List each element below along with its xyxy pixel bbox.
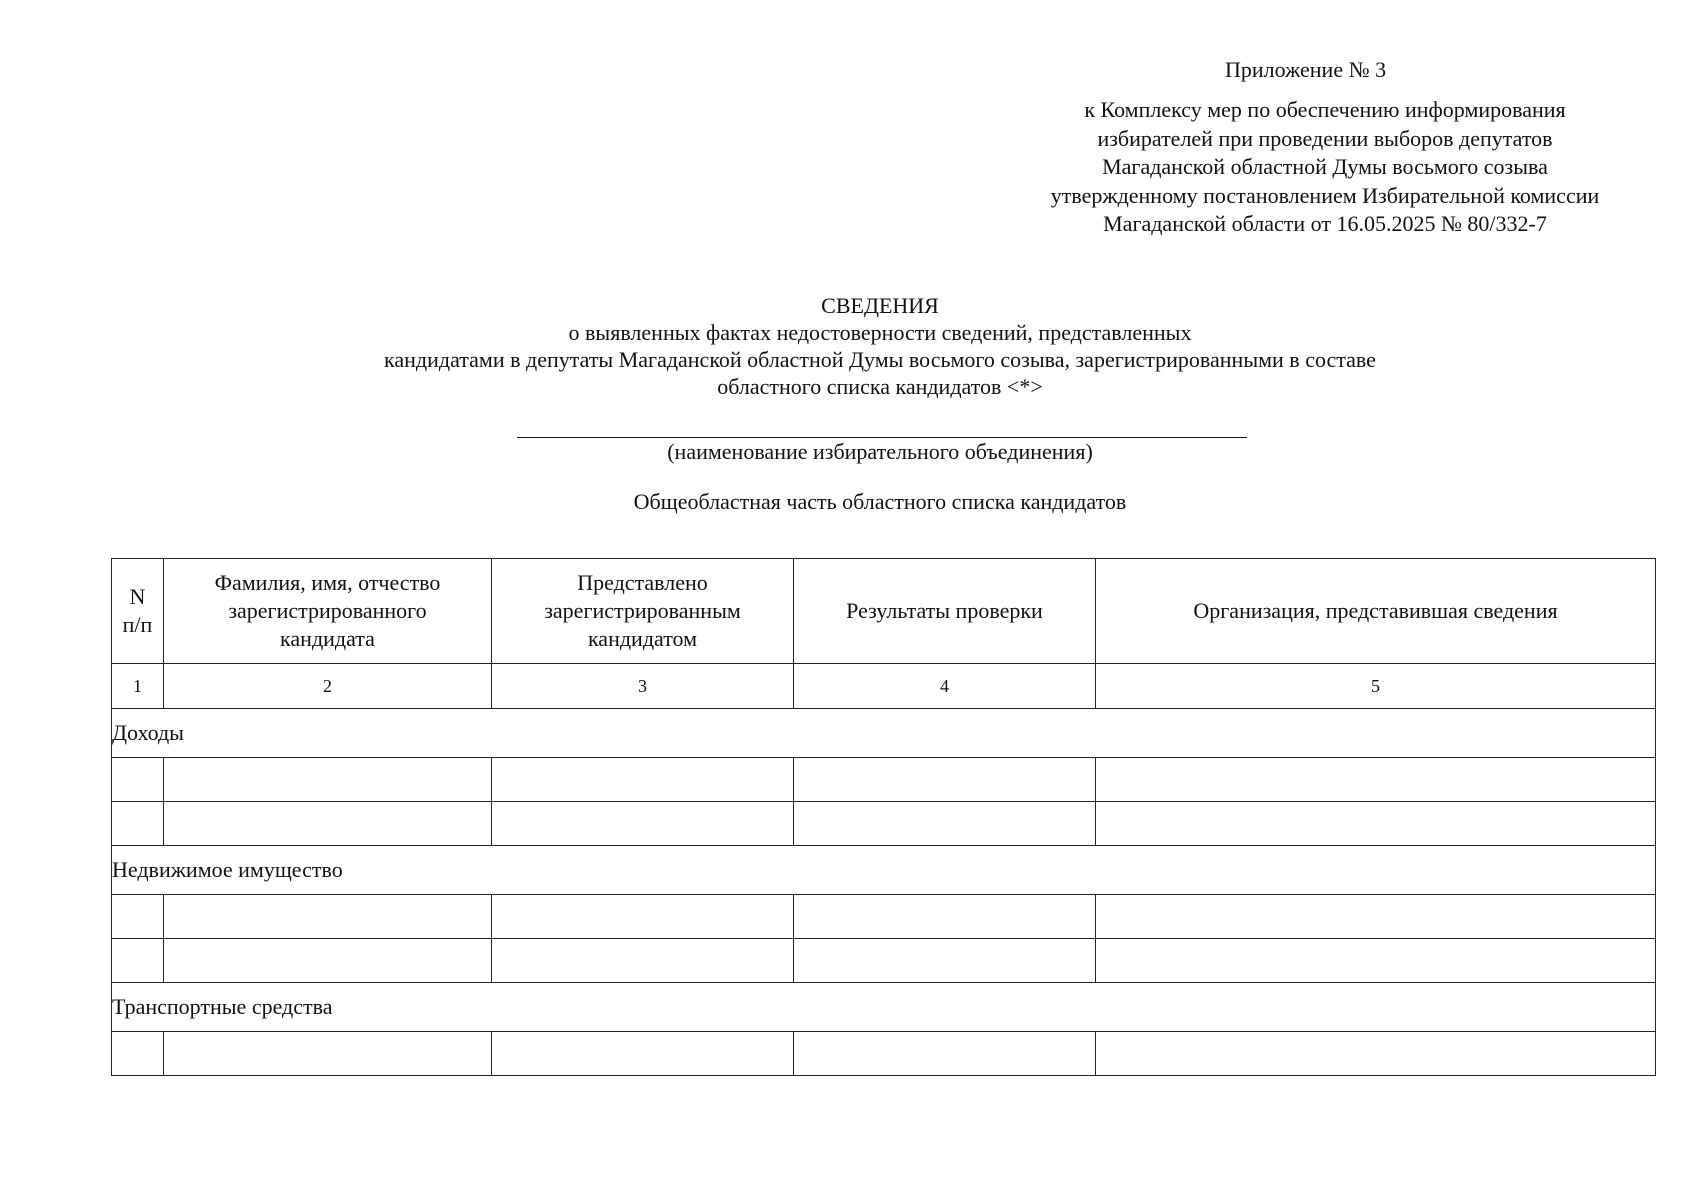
appendix-line: утвержденному постановлением Избирательной комиссии (1050, 182, 1600, 208)
table-cell (1096, 758, 1656, 802)
table-cell (794, 802, 1096, 846)
table-cell (164, 802, 492, 846)
table-cell (492, 802, 794, 846)
category-row (112, 709, 1656, 758)
table-row (112, 758, 1656, 802)
table-cell (794, 758, 1096, 802)
party-name-caption: (наименование избирательного объединения) (667, 439, 1093, 464)
table-cell (112, 939, 164, 983)
header-check-results: Результаты проверки (794, 559, 1096, 664)
table-cell (794, 895, 1096, 939)
column-number: 4 (794, 664, 1096, 709)
table-cell (164, 939, 492, 983)
appendix-line: Магаданской областной Думы восьмого созыва (1102, 154, 1548, 179)
header-submitted-by-candidate: Представлено зарегистрированным кандидатом (492, 559, 794, 664)
category-row (112, 983, 1656, 1032)
header-source-organization: Организация, представившая сведения (1096, 559, 1656, 664)
table-cell (112, 802, 164, 846)
list-section-caption: Общеобластная часть областного списка кандидатов (633, 489, 1127, 514)
column-number: 1 (112, 664, 164, 709)
table-row (112, 895, 1656, 939)
table-cell (492, 758, 794, 802)
category-vehicles: Транспортные средства (112, 983, 1656, 1032)
table-cell (164, 1032, 492, 1076)
table-cell (492, 939, 794, 983)
table-cell (1096, 939, 1656, 983)
column-number: 5 (1096, 664, 1656, 709)
table-row (112, 1032, 1656, 1076)
column-number: 3 (492, 664, 794, 709)
table-cell (1096, 1032, 1656, 1076)
appendix-title: Приложение № 3 (1225, 57, 1387, 82)
document-subtitle-line: о выявленных фактах недостоверности сведений, представленных (568, 320, 1192, 345)
table-header-row (112, 559, 1656, 664)
header-number: N п/п (112, 559, 164, 664)
appendix-line: избирателей при проведении выборов депутатов (1097, 125, 1553, 151)
document-subtitle-line: кандидатами в депутаты Магаданской областной Думы восьмого созыва, зарегистрированными в составе (384, 347, 1376, 372)
table-cell (1096, 895, 1656, 939)
table-cell (112, 895, 164, 939)
document-subtitle-line: областного списка кандидатов <*> (717, 374, 1043, 399)
table-row (112, 939, 1656, 983)
table-row (112, 802, 1656, 846)
table-cell (1096, 802, 1656, 846)
table-cell (112, 1032, 164, 1076)
column-number: 2 (164, 664, 492, 709)
column-number-row (112, 664, 1656, 709)
document-heading (280, 292, 1480, 400)
table-cell (794, 939, 1096, 983)
header-candidate-name: Фамилия, имя, отчество зарегистрированного кандидата (164, 559, 492, 664)
table-cell (492, 895, 794, 939)
category-income: Доходы (112, 709, 1656, 758)
document-title: СВЕДЕНИЯ (821, 293, 939, 318)
category-real-estate: Недвижимое имущество (112, 846, 1656, 895)
appendix-line: к Комплексу мер по обеспечению информирования (1084, 97, 1566, 122)
appendix-reference (1010, 96, 1640, 239)
table-cell (112, 758, 164, 802)
appendix-line: Магаданской области от 16.05.2025 № 80/332-7 (1103, 211, 1547, 236)
findings-table (111, 558, 1656, 1076)
table-cell (164, 758, 492, 802)
table-cell (164, 895, 492, 939)
table-cell (794, 1032, 1096, 1076)
table-cell (492, 1032, 794, 1076)
category-row (112, 846, 1656, 895)
